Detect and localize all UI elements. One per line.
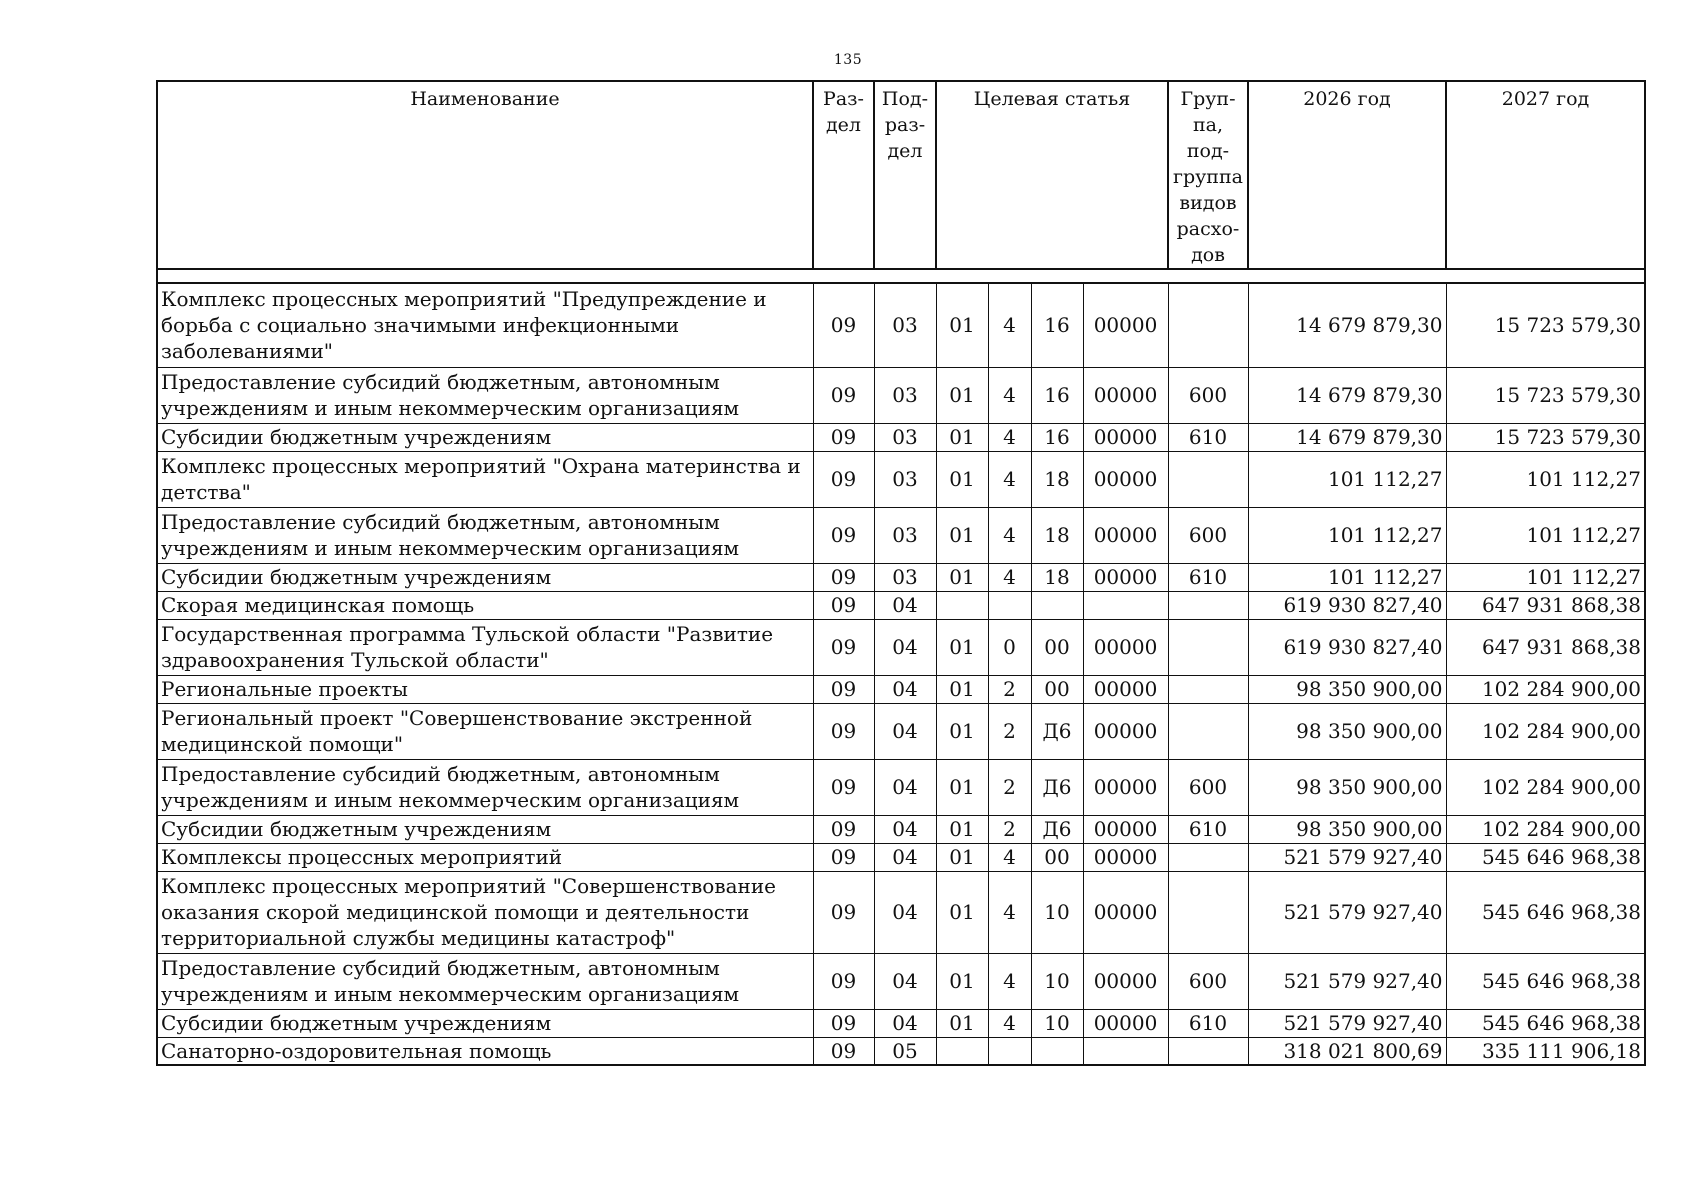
row-target-direction: 00000 — [1083, 451, 1168, 507]
row-razdel: 09 — [813, 703, 874, 759]
row-name: Субсидии бюджетным учреждениям — [157, 1009, 813, 1037]
row-target-direction: 00000 — [1083, 283, 1168, 367]
row-target-direction: 00000 — [1083, 563, 1168, 591]
row-target-program — [936, 591, 988, 619]
row-podrazdel: 03 — [874, 423, 936, 451]
row-amount-2026: 521 579 927,40 — [1248, 871, 1446, 953]
row-expense-group: 600 — [1168, 367, 1248, 423]
row-expense-group — [1168, 675, 1248, 703]
row-amount-2027: 15 723 579,30 — [1446, 367, 1645, 423]
table-row — [157, 507, 1645, 563]
row-amount-2026: 101 112,27 — [1248, 451, 1446, 507]
row-expense-group — [1168, 703, 1248, 759]
row-name: Комплекс процессных мероприятий "Совершенствование оказания скорой медицинской помощи и деятельности территориальной службы медицины катастроф" — [157, 871, 813, 953]
header-gap — [157, 269, 1645, 283]
row-target-direction: 00000 — [1083, 507, 1168, 563]
row-target-direction: 00000 — [1083, 423, 1168, 451]
row-podrazdel: 04 — [874, 619, 936, 675]
row-target-type: 2 — [988, 675, 1031, 703]
row-target-subprogram: 00 — [1031, 619, 1083, 675]
row-amount-2027: 101 112,27 — [1446, 451, 1645, 507]
row-amount-2027: 545 646 968,38 — [1446, 871, 1645, 953]
table-row — [157, 591, 1645, 619]
row-razdel: 09 — [813, 507, 874, 563]
row-target-subprogram: Д6 — [1031, 703, 1083, 759]
row-amount-2026: 14 679 879,30 — [1248, 367, 1446, 423]
row-expense-group — [1168, 871, 1248, 953]
table-row — [157, 283, 1645, 367]
row-amount-2026: 98 350 900,00 — [1248, 703, 1446, 759]
row-target-type: 2 — [988, 703, 1031, 759]
row-amount-2027: 545 646 968,38 — [1446, 843, 1645, 871]
row-name: Субсидии бюджетным учреждениям — [157, 423, 813, 451]
table-header — [157, 81, 1645, 269]
row-target-subprogram: 16 — [1031, 367, 1083, 423]
row-expense-group — [1168, 283, 1248, 367]
row-razdel: 09 — [813, 563, 874, 591]
row-amount-2026: 14 679 879,30 — [1248, 283, 1446, 367]
row-podrazdel: 04 — [874, 1009, 936, 1037]
row-target-direction: 00000 — [1083, 703, 1168, 759]
row-target-subprogram — [1031, 1037, 1083, 1065]
row-name: Комплексы процессных мероприятий — [157, 843, 813, 871]
row-target-program: 01 — [936, 815, 988, 843]
row-razdel: 09 — [813, 591, 874, 619]
table-row — [157, 367, 1645, 423]
row-target-type: 4 — [988, 507, 1031, 563]
row-target-program: 01 — [936, 675, 988, 703]
row-target-type: 4 — [988, 1009, 1031, 1037]
row-podrazdel: 04 — [874, 815, 936, 843]
row-expense-group: 600 — [1168, 953, 1248, 1009]
row-podrazdel: 03 — [874, 451, 936, 507]
row-amount-2026: 98 350 900,00 — [1248, 815, 1446, 843]
row-expense-group: 610 — [1168, 815, 1248, 843]
row-target-program: 01 — [936, 619, 988, 675]
row-name: Скорая медицинская помощь — [157, 591, 813, 619]
row-name: Санаторно-оздоровительная помощь — [157, 1037, 813, 1065]
row-name: Комплекс процессных мероприятий "Охрана материнства и детства" — [157, 451, 813, 507]
table-row — [157, 1009, 1645, 1037]
row-name: Региональный проект "Совершенствование экстренной медицинской помощи" — [157, 703, 813, 759]
row-name: Предоставление субсидий бюджетным, автономным учреждениям и иным некоммерческим организациям — [157, 507, 813, 563]
row-target-subprogram: Д6 — [1031, 759, 1083, 815]
row-podrazdel: 04 — [874, 953, 936, 1009]
row-target-program — [936, 1037, 988, 1065]
row-target-subprogram: 00 — [1031, 675, 1083, 703]
row-amount-2027: 545 646 968,38 — [1446, 1009, 1645, 1037]
row-target-type: 4 — [988, 367, 1031, 423]
row-target-type: 4 — [988, 563, 1031, 591]
row-amount-2027: 545 646 968,38 — [1446, 953, 1645, 1009]
row-target-direction: 00000 — [1083, 953, 1168, 1009]
row-target-direction — [1083, 591, 1168, 619]
row-target-type: 4 — [988, 953, 1031, 1009]
row-amount-2026: 98 350 900,00 — [1248, 675, 1446, 703]
row-target-direction: 00000 — [1083, 815, 1168, 843]
row-amount-2027: 102 284 900,00 — [1446, 703, 1645, 759]
row-target-subprogram: 18 — [1031, 451, 1083, 507]
row-target-program: 01 — [936, 703, 988, 759]
row-target-subprogram: 10 — [1031, 1009, 1083, 1037]
row-target-direction: 00000 — [1083, 367, 1168, 423]
row-razdel: 09 — [813, 283, 874, 367]
row-razdel: 09 — [813, 815, 874, 843]
header-gap-cell — [157, 269, 1645, 283]
row-podrazdel: 04 — [874, 675, 936, 703]
row-amount-2026: 318 021 800,69 — [1248, 1037, 1446, 1065]
header-razdel: Раз- дел — [813, 81, 874, 269]
row-podrazdel: 03 — [874, 367, 936, 423]
row-target-type: 4 — [988, 423, 1031, 451]
row-amount-2027: 15 723 579,30 — [1446, 283, 1645, 367]
row-target-subprogram: 16 — [1031, 283, 1083, 367]
row-amount-2027: 647 931 868,38 — [1446, 591, 1645, 619]
row-target-type: 4 — [988, 283, 1031, 367]
row-amount-2027: 102 284 900,00 — [1446, 675, 1645, 703]
row-target-subprogram: 18 — [1031, 563, 1083, 591]
row-razdel: 09 — [813, 1037, 874, 1065]
table-row — [157, 759, 1645, 815]
table-row — [157, 843, 1645, 871]
row-target-program: 01 — [936, 423, 988, 451]
row-razdel: 09 — [813, 759, 874, 815]
row-razdel: 09 — [813, 619, 874, 675]
table-row — [157, 675, 1645, 703]
row-amount-2026: 521 579 927,40 — [1248, 843, 1446, 871]
row-amount-2027: 102 284 900,00 — [1446, 815, 1645, 843]
row-podrazdel: 03 — [874, 507, 936, 563]
row-name: Комплекс процессных мероприятий "Предупреждение и борьба с социально значимыми инфекционными заболеваниями" — [157, 283, 813, 367]
row-amount-2026: 14 679 879,30 — [1248, 423, 1446, 451]
row-expense-group — [1168, 451, 1248, 507]
row-amount-2026: 521 579 927,40 — [1248, 1009, 1446, 1037]
row-target-program: 01 — [936, 283, 988, 367]
row-target-direction: 00000 — [1083, 759, 1168, 815]
row-target-program: 01 — [936, 871, 988, 953]
row-target-subprogram: 18 — [1031, 507, 1083, 563]
header-group: Груп- па, под- группа видов расхо- дов — [1168, 81, 1248, 269]
table-row — [157, 563, 1645, 591]
row-target-program: 01 — [936, 1009, 988, 1037]
row-target-type — [988, 591, 1031, 619]
row-target-program: 01 — [936, 563, 988, 591]
row-target-program: 01 — [936, 953, 988, 1009]
row-razdel: 09 — [813, 367, 874, 423]
row-name: Региональные проекты — [157, 675, 813, 703]
row-podrazdel: 03 — [874, 563, 936, 591]
row-target-direction: 00000 — [1083, 675, 1168, 703]
row-expense-group: 610 — [1168, 1009, 1248, 1037]
row-amount-2027: 101 112,27 — [1446, 563, 1645, 591]
row-target-direction: 00000 — [1083, 1009, 1168, 1037]
row-podrazdel: 04 — [874, 703, 936, 759]
row-target-type: 4 — [988, 871, 1031, 953]
row-target-program: 01 — [936, 367, 988, 423]
row-target-program: 01 — [936, 451, 988, 507]
row-target-subprogram: 10 — [1031, 871, 1083, 953]
row-expense-group: 600 — [1168, 507, 1248, 563]
row-amount-2026: 521 579 927,40 — [1248, 953, 1446, 1009]
row-podrazdel: 05 — [874, 1037, 936, 1065]
row-amount-2026: 101 112,27 — [1248, 563, 1446, 591]
row-expense-group — [1168, 591, 1248, 619]
row-target-program: 01 — [936, 843, 988, 871]
row-target-subprogram: 10 — [1031, 953, 1083, 1009]
row-expense-group — [1168, 619, 1248, 675]
row-podrazdel: 04 — [874, 871, 936, 953]
table-row — [157, 871, 1645, 953]
row-podrazdel: 04 — [874, 591, 936, 619]
row-amount-2026: 619 930 827,40 — [1248, 591, 1446, 619]
row-target-direction: 00000 — [1083, 871, 1168, 953]
row-name: Предоставление субсидий бюджетным, автономным учреждениям и иным некоммерческим организациям — [157, 367, 813, 423]
row-target-type: 2 — [988, 815, 1031, 843]
table-row — [157, 703, 1645, 759]
row-amount-2027: 335 111 906,18 — [1446, 1037, 1645, 1065]
row-target-type: 0 — [988, 619, 1031, 675]
page-number: 135 — [833, 52, 863, 68]
row-expense-group — [1168, 843, 1248, 871]
row-target-subprogram: 16 — [1031, 423, 1083, 451]
row-expense-group: 600 — [1168, 759, 1248, 815]
header-podrazdel: Под- раз- дел — [874, 81, 936, 269]
row-expense-group: 610 — [1168, 563, 1248, 591]
row-name: Субсидии бюджетным учреждениям — [157, 815, 813, 843]
row-razdel: 09 — [813, 423, 874, 451]
row-razdel: 09 — [813, 1009, 874, 1037]
row-podrazdel: 04 — [874, 759, 936, 815]
header-target: Целевая статья — [936, 81, 1168, 269]
row-amount-2026: 98 350 900,00 — [1248, 759, 1446, 815]
row-name: Предоставление субсидий бюджетным, автономным учреждениям и иным некоммерческим организациям — [157, 759, 813, 815]
row-target-program: 01 — [936, 759, 988, 815]
row-amount-2027: 101 112,27 — [1446, 507, 1645, 563]
row-razdel: 09 — [813, 953, 874, 1009]
row-target-type: 4 — [988, 843, 1031, 871]
row-expense-group: 610 — [1168, 423, 1248, 451]
row-razdel: 09 — [813, 451, 874, 507]
table-row — [157, 423, 1645, 451]
row-razdel: 09 — [813, 843, 874, 871]
row-target-program: 01 — [936, 507, 988, 563]
row-amount-2026: 101 112,27 — [1248, 507, 1446, 563]
budget-table — [156, 80, 1646, 1066]
table-row — [157, 619, 1645, 675]
row-razdel: 09 — [813, 675, 874, 703]
table-row — [157, 451, 1645, 507]
row-target-subprogram: 00 — [1031, 843, 1083, 871]
row-expense-group — [1168, 1037, 1248, 1065]
row-amount-2027: 102 284 900,00 — [1446, 759, 1645, 815]
table-row — [157, 1037, 1645, 1065]
table-body — [157, 269, 1645, 1065]
row-podrazdel: 03 — [874, 283, 936, 367]
row-target-direction — [1083, 1037, 1168, 1065]
row-name: Государственная программа Тульской области "Развитие здравоохранения Тульской области" — [157, 619, 813, 675]
header-2027: 2027 год — [1446, 81, 1645, 269]
row-razdel: 09 — [813, 871, 874, 953]
row-target-subprogram: Д6 — [1031, 815, 1083, 843]
row-podrazdel: 04 — [874, 843, 936, 871]
row-target-direction: 00000 — [1083, 843, 1168, 871]
row-target-type: 4 — [988, 451, 1031, 507]
row-target-subprogram — [1031, 591, 1083, 619]
table-row — [157, 953, 1645, 1009]
header-2026: 2026 год — [1248, 81, 1446, 269]
table-row — [157, 815, 1645, 843]
row-target-type — [988, 1037, 1031, 1065]
row-target-direction: 00000 — [1083, 619, 1168, 675]
header-name: Наименование — [157, 81, 813, 269]
row-amount-2026: 619 930 827,40 — [1248, 619, 1446, 675]
row-name: Субсидии бюджетным учреждениям — [157, 563, 813, 591]
row-amount-2027: 647 931 868,38 — [1446, 619, 1645, 675]
row-target-type: 2 — [988, 759, 1031, 815]
row-name: Предоставление субсидий бюджетным, автономным учреждениям и иным некоммерческим организациям — [157, 953, 813, 1009]
row-amount-2027: 15 723 579,30 — [1446, 423, 1645, 451]
